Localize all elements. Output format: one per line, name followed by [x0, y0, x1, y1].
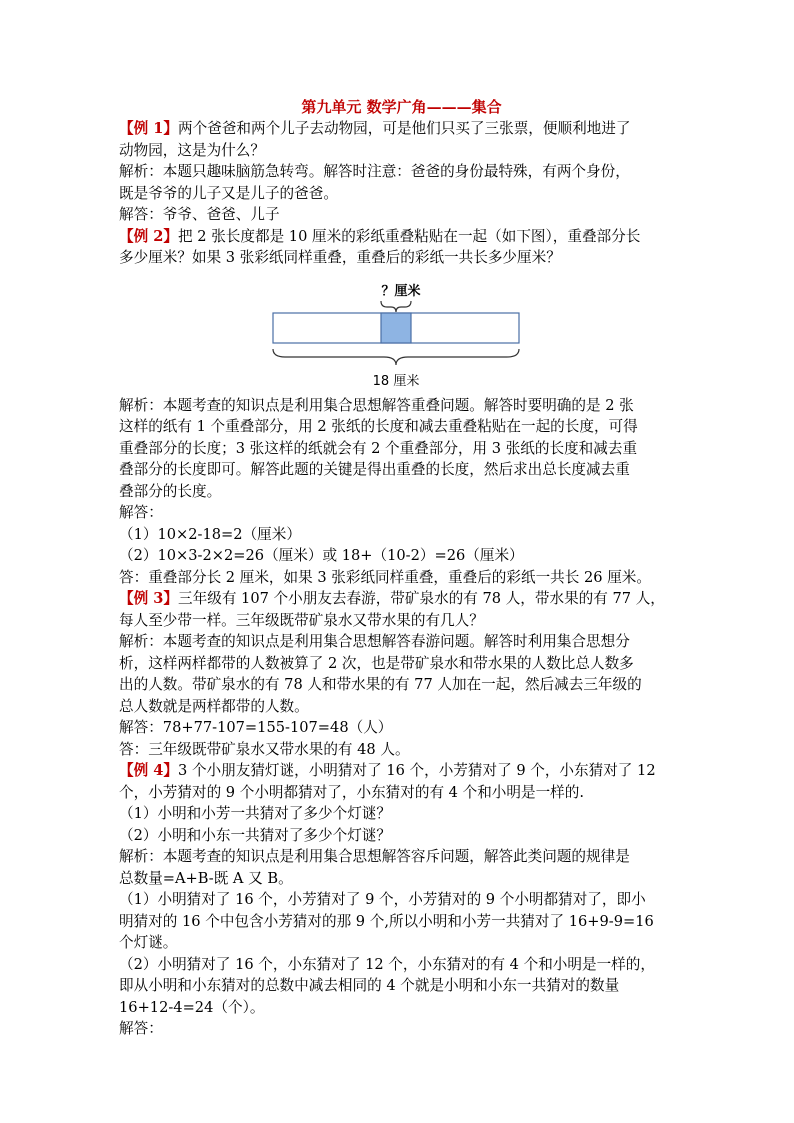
- ex4-question-line-1: 【例 4】3 个小朋友猜灯谜，小明猜对了 16 个，小芳猜对了 9 个，小东猜对了 12: [119, 762, 656, 779]
- ex3-question-line-1: 【例 3】三年级有 107 个小朋友去春游，带矿泉水的有 78 人，带水果的有 77 人，: [119, 590, 665, 607]
- ex4-part2-line-3: 16+12-4=24（个）。: [119, 998, 265, 1016]
- ex2-answer-head: 解答：: [119, 504, 163, 521]
- ex1-analysis-line-1: 解析：本题只趣味脑筋急转弯。解答时注意：爸爸的身份最特殊，有两个身份，: [119, 163, 630, 180]
- ex4-part1-line-3: 个灯谜。: [119, 934, 178, 951]
- ex3-analysis-line-3: 出的人数。带矿泉水的有 78 人和带水果的有 77 人加在一起，然后减去三年级的: [119, 676, 642, 693]
- ex3-analysis-line-2: 析，这样两样都带的人数被算了 2 次，也是带矿泉水和带水果的人数比总人数多: [119, 654, 634, 672]
- overlap-length-label: ？厘米: [381, 283, 421, 299]
- ex1-answer: 解答：爷爷、爸爸、儿子: [119, 206, 280, 223]
- ex3-final-answer: 答：三年级既带矿泉水又带水果的有 48 人。: [119, 740, 410, 758]
- ex4-part1-line-1: （1）小明猜对了 16 个，小芳猜对了 9 个，小芳猜对的 9 个小明都猜对了，即小: [119, 891, 646, 908]
- total-length-label: 18 厘米: [372, 373, 420, 389]
- ex1-analysis-line-2: 既是爷爷的儿子又是儿子的爸爸。: [119, 184, 338, 202]
- ex3-question-line-2: 每人至少带一样。三年级既带矿泉水又带水果的有几人？: [119, 611, 484, 629]
- ex2-analysis-line-1: 解析：本题考查的知识点是利用集合思想解答重叠问题。解答时要明确的是 2 张: [119, 396, 634, 414]
- ex4-sub-question-1: （1）小明和小芳一共猜对了多少个灯谜？: [119, 805, 391, 822]
- ex2-analysis-line-5: 叠部分的长度。: [119, 482, 222, 500]
- ex4-analysis-line-1: 解析：本题考查的知识点是利用集合思想解答容斥问题，解答此类问题的规律是: [119, 848, 630, 865]
- ex1-question-line-2: 动物园，这是为什么？: [119, 141, 265, 159]
- ex4-answer-head: 解答：: [119, 1020, 163, 1037]
- bottom-brace: [273, 349, 519, 365]
- ex3-analysis-line-4: 总人数就是两样都带的人数。: [119, 697, 309, 715]
- page-title: 第九单元 数学广角———集合: [301, 98, 502, 116]
- ex2-step-1: （1）10×2-18=2（厘米）: [119, 525, 301, 543]
- ex4-sub-question-2: （2）小明和小东一共猜对了多少个灯谜？: [119, 826, 391, 844]
- overlap-diagram-svg: [119, 269, 684, 395]
- overlap-section: [381, 313, 411, 343]
- ex4-part1-line-2: 明猜对的 16 个中包含小芳猜对的那 9 个,所以小明和小芳一共猜对了 16+9-9=16: [119, 912, 654, 930]
- ex2-question-line-2: 多少厘米？如果 3 张彩纸同样重叠，重叠后的彩纸一共长多少厘米？: [119, 249, 561, 266]
- ex4-part2-line-2: 即从小明和小东猜对的总数中减去相同的 4 个就是小明和小东一共猜对的数量: [119, 977, 620, 994]
- ex1-tag: 【例 1】: [119, 120, 179, 137]
- ex2-analysis-line-4: 叠部分的长度即可。解答此题的关键是得出重叠的长度，然后求出总长度减去重: [119, 461, 630, 478]
- ex3-analysis-line-1: 解析：本题考查的知识点是利用集合思想解答春游问题。解答时利用集合思想分: [119, 633, 630, 650]
- overlap-diagram: [119, 269, 684, 395]
- ex2-final-answer: 答：重叠部分长 2 厘米，如果 3 张彩纸同样重叠，重叠后的彩纸一共长 26 厘米。: [119, 568, 651, 586]
- ex2-analysis-line-3: 重叠部分的长度；3 张这样的纸就会有 2 个重叠部分，用 3 张纸的长度和减去重: [119, 439, 638, 457]
- ex2-analysis-line-2: 这样的纸有 1 个重叠部分，用 2 张纸的长度和减去重叠粘贴在一起的长度，可得: [119, 418, 638, 435]
- ex4-part2-line-1: （2）小明猜对了 16 个，小东猜对了 12 个，小东猜对的有 4 个和小明是一样的，: [119, 955, 655, 973]
- ex4-question-line-2: 个，小芳猜对的 9 个小明都猜对了，小东猜对的有 4 个和小明是一样的.: [119, 783, 584, 801]
- ex3-tag: 【例 3】: [119, 590, 179, 607]
- ex4-tag: 【例 4】: [119, 762, 179, 779]
- ex1-question-line-1: 【例 1】两个爸爸和两个儿子去动物园，可是他们只买了三张票，便顺利地进了: [119, 120, 631, 137]
- ex2-question-line-1: 【例 2】把 2 张长度都是 10 厘米的彩纸重叠粘贴在一起（如下图），重叠部分长: [119, 227, 641, 245]
- top-brace: [381, 301, 411, 312]
- ex3-calculation: 解答：78+77-107=155-107=48（人）: [119, 719, 393, 736]
- document-page: [119, 96, 684, 1040]
- ex2-step-2: （2）10×3-2×2=26（厘米）或 18+（10-2）=26（厘米）: [119, 547, 524, 564]
- ex2-tag: 【例 2】: [119, 227, 179, 245]
- ex4-analysis-line-2: 总数量=A+B-既 A 又 B。: [119, 869, 293, 887]
